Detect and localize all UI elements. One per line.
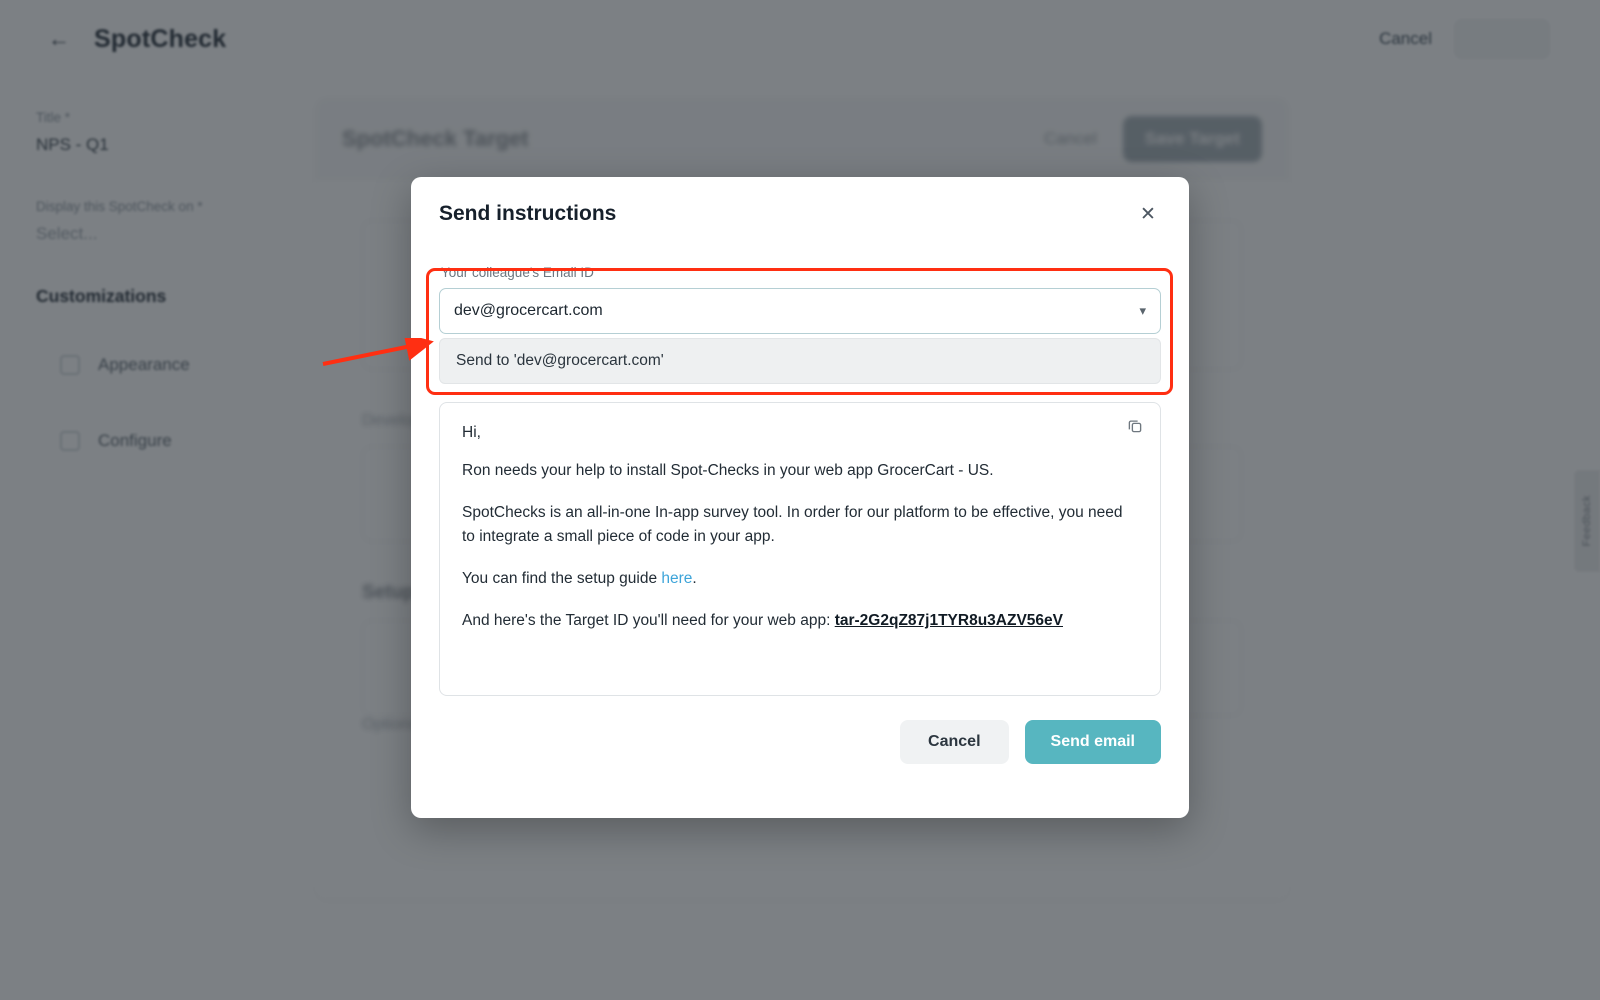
- setup-guide-link[interactable]: here: [661, 570, 693, 588]
- email-dropdown-option[interactable]: Send to 'dev@grocercart.com': [439, 338, 1161, 384]
- message-line-1: Ron needs your help to install Spot-Checks in your web app GrocerCart - US.: [462, 462, 994, 480]
- message-line-3-pre: You can find the setup guide: [462, 570, 662, 588]
- email-combobox: [439, 288, 1161, 369]
- target-id-value: tar-2G2qZ87j1TYR8u3AZV56eV: [834, 612, 1063, 630]
- message-greeting: Hi,: [462, 424, 481, 441]
- email-field-label: Your colleague's Email ID: [441, 265, 594, 280]
- modal-header: [439, 177, 1161, 251]
- message-body[interactable]: [439, 402, 1161, 696]
- send-email-button[interactable]: Send email: [1025, 720, 1161, 764]
- cancel-button[interactable]: Cancel: [900, 720, 1008, 764]
- chevron-down-icon[interactable]: ▾: [1139, 303, 1146, 318]
- message-line-3-post: .: [692, 570, 697, 588]
- close-icon[interactable]: ✕: [1140, 203, 1156, 225]
- send-instructions-modal: [411, 177, 1189, 818]
- email-input-value: dev@grocercart.com: [454, 302, 603, 319]
- modal-footer: [439, 720, 1161, 764]
- email-input[interactable]: [439, 288, 1161, 334]
- message-line-4-pre: And here's the Target ID you'll need for your web app:: [462, 612, 835, 630]
- message-line-2: SpotChecks is an all-in-one In-app survey tool. In order for our platform to be effective, you need to integrate a small piece of code in your app.: [462, 504, 1123, 546]
- message-line-3: [462, 567, 1138, 591]
- message-line-4: [462, 609, 1138, 633]
- copy-icon[interactable]: [1126, 417, 1144, 435]
- modal-title: Send instructions: [439, 202, 617, 225]
